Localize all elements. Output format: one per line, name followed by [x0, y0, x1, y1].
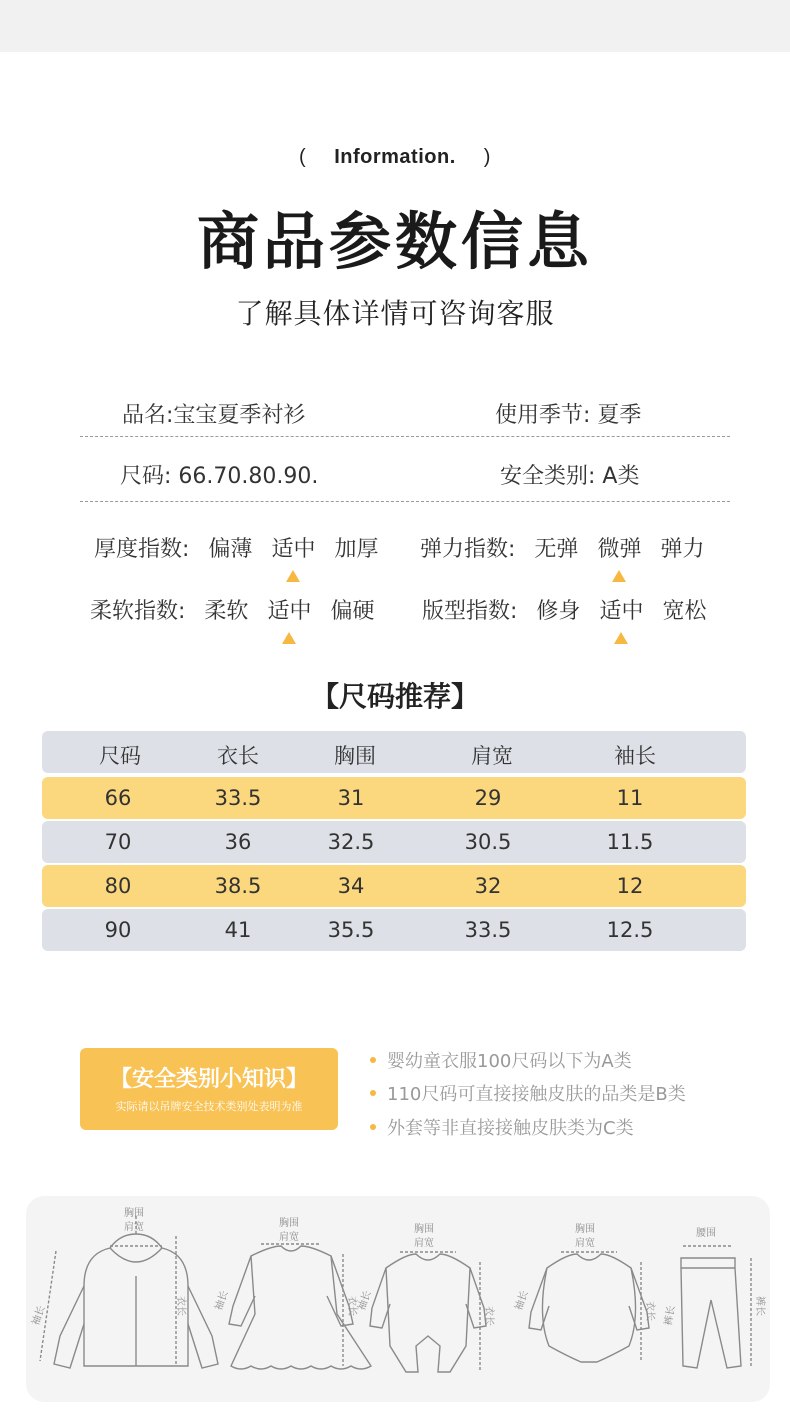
softness-option-soft: 柔软 [204, 599, 249, 624]
cell-length: 33.5 [214, 786, 262, 810]
label-length: 衣长 [175, 1296, 186, 1316]
divider [80, 501, 730, 502]
elasticity-option-slight: 微弹 [597, 532, 641, 563]
bullet-dot-icon [370, 1057, 376, 1063]
label-sleeve: 袖长 [513, 1289, 531, 1313]
safety-box-title: 【安全类别小知识】 [109, 1067, 308, 1092]
cell-size: 90 [104, 918, 132, 942]
label-shoulder: 肩宽 [124, 1222, 144, 1233]
garment-diagrams [26, 1196, 770, 1402]
bullet-dot-icon [370, 1090, 376, 1096]
safety-box-note: 实际请以吊牌安全技术类别处表明为准 [115, 1100, 303, 1113]
label-waist: 腰围 [696, 1228, 716, 1239]
table-row [42, 909, 746, 951]
thickness-option-thick: 加厚 [334, 537, 379, 562]
safety-tip-text: 110尺码可直接接触皮肤的品类是B类 [387, 1084, 686, 1105]
param-size: 尺码: 66.70.80.90. [120, 464, 319, 489]
label-length: 衣长 [483, 1306, 494, 1326]
fit-option-regular: 适中 [599, 594, 643, 625]
info-en-text: Information. [334, 146, 456, 168]
safety-tip-item [370, 1114, 634, 1140]
softness-index [90, 594, 374, 625]
label-chest: 胸围 [124, 1208, 144, 1219]
cell-length: 38.5 [214, 874, 262, 898]
elasticity-index [420, 532, 704, 563]
size-table-header [42, 731, 746, 773]
label-pants-length-right: 裤长 [754, 1296, 765, 1316]
header-sleeve: 袖长 [614, 744, 656, 768]
cell-size: 70 [104, 830, 132, 854]
cell-chest: 34 [337, 874, 365, 898]
thickness-option-medium: 适中 [271, 532, 315, 563]
thickness-option-thin: 偏薄 [208, 537, 253, 562]
top-gray-bar [0, 0, 790, 52]
bullet-dot-icon [370, 1124, 376, 1130]
label-chest: 胸围 [414, 1224, 434, 1235]
safety-tip-item [370, 1080, 686, 1106]
cell-size: 66 [104, 786, 132, 810]
safety-tip-item [370, 1047, 632, 1073]
softness-option-hard: 偏硬 [330, 599, 375, 624]
cell-length: 36 [224, 830, 252, 854]
cell-shoulder: 29 [474, 786, 502, 810]
cell-chest: 31 [337, 786, 365, 810]
info-english-label: ( Information. ) [299, 146, 491, 168]
thickness-index [94, 532, 378, 563]
size-recommend-title: 【尺码推荐】 [310, 680, 479, 713]
table-row [42, 777, 746, 819]
cell-shoulder: 30.5 [464, 830, 512, 854]
fit-option-slim: 修身 [536, 599, 581, 624]
label-length: 衣长 [346, 1296, 357, 1316]
cell-sleeve: 11 [616, 786, 644, 810]
safety-knowledge-box [80, 1048, 338, 1130]
elasticity-option-stretch: 弹力 [660, 537, 705, 562]
safety-tip-text: 外套等非直接接触皮肤类为C类 [387, 1118, 634, 1139]
header-chest: 胸围 [334, 744, 376, 768]
safety-tip-text: 婴幼童衣服100尺码以下为A类 [387, 1051, 632, 1072]
table-row [42, 865, 746, 907]
table-row [42, 821, 746, 863]
divider [80, 436, 730, 437]
param-season: 使用季节: 夏季 [495, 403, 642, 428]
page-title: 商品参数信息 [196, 205, 593, 278]
page-subtitle: 了解具体详情可咨询客服 [235, 297, 555, 330]
cell-shoulder: 33.5 [464, 918, 512, 942]
param-row-2 [80, 441, 730, 503]
label-chest: 胸围 [575, 1224, 595, 1235]
label-shoulder: 肩宽 [279, 1232, 299, 1243]
header-size: 尺码 [99, 744, 141, 768]
elasticity-label: 弹力指数: [420, 537, 516, 562]
fit-index [422, 594, 706, 625]
romper-diagram [355, 1222, 496, 1372]
fit-label: 版型指数: [422, 599, 518, 624]
softness-label: 柔软指数: [90, 599, 186, 624]
dress-diagram [212, 1216, 371, 1369]
elasticity-option-none: 无弹 [534, 537, 579, 562]
label-sleeve: 袖长 [356, 1289, 374, 1313]
label-sleeve: 袖长 [30, 1304, 48, 1328]
label-length: 衣长 [644, 1301, 655, 1321]
thickness-label: 厚度指数: [94, 537, 190, 562]
param-safety: 安全类别: A类 [500, 464, 640, 489]
softness-option-medium: 适中 [267, 594, 311, 625]
label-chest: 胸围 [279, 1218, 299, 1229]
bodysuit-diagram [512, 1222, 657, 1362]
header-length: 衣长 [217, 744, 259, 768]
param-name: 品名:宝宝夏季衬衫 [122, 403, 306, 428]
cell-sleeve: 12.5 [606, 918, 654, 942]
label-shoulder: 肩宽 [575, 1238, 595, 1249]
cell-chest: 35.5 [327, 918, 375, 942]
cell-sleeve: 11.5 [606, 830, 654, 854]
label-sleeve: 袖长 [213, 1289, 231, 1313]
cell-sleeve: 12 [616, 874, 644, 898]
cell-size: 80 [104, 874, 132, 898]
cell-shoulder: 32 [474, 874, 502, 898]
header-shoulder: 肩宽 [471, 744, 513, 768]
param-row-1 [80, 380, 730, 442]
measurement-diagram-panel [26, 1196, 770, 1402]
label-pants-length-left: 裤长 [663, 1304, 678, 1327]
fit-option-loose: 宽松 [662, 599, 707, 624]
cell-chest: 32.5 [327, 830, 375, 854]
cell-length: 41 [224, 918, 252, 942]
jacket-diagram [29, 1206, 218, 1368]
pants-diagram [661, 1227, 767, 1368]
label-shoulder: 肩宽 [414, 1238, 434, 1249]
